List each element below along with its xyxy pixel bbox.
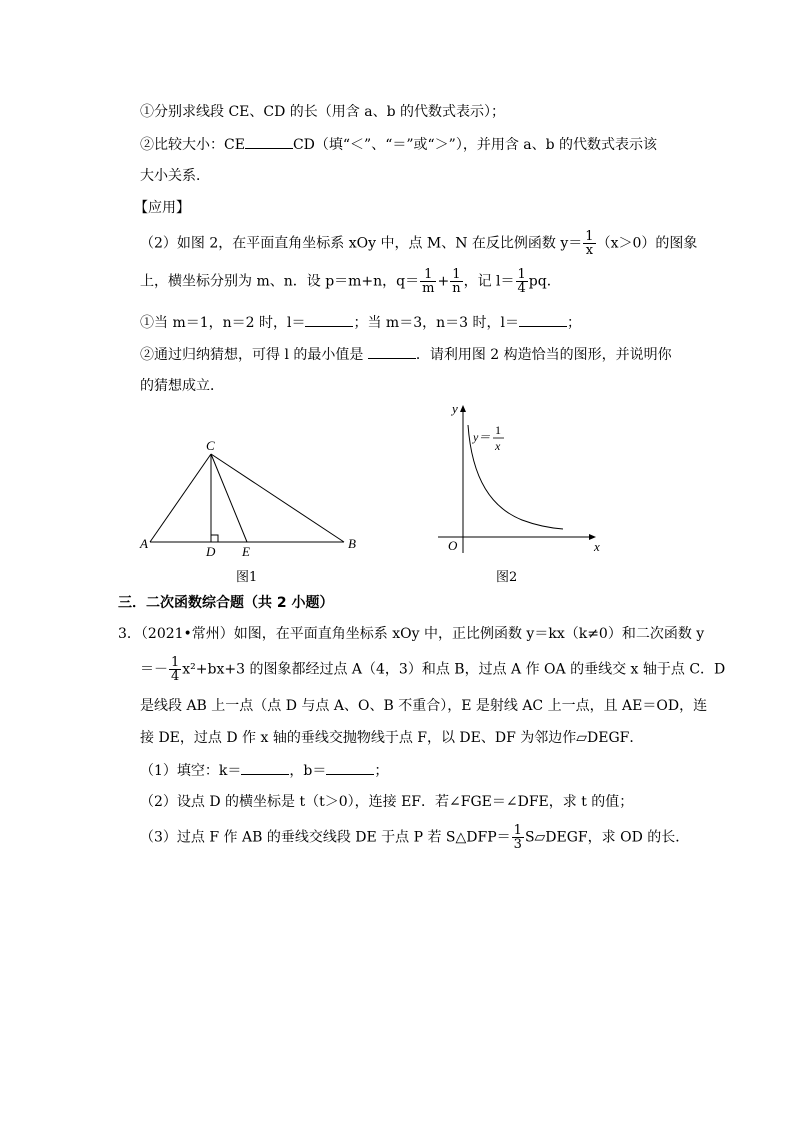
segment-ce (211, 454, 247, 542)
figure-2-graph (430, 395, 610, 560)
text: x²+bx+3 的图象都经过点 A（4，3）和点 B，过点 A 作 OA 的垂线交 x 轴于点 C．D (182, 661, 726, 678)
text: ①当 m＝1，n＝2 时，l＝ (140, 315, 306, 331)
numerator: 1 (517, 267, 526, 282)
question-part-1: ①分别求线段 CE、CD 的长（用含 a、b 的代数式表示）； (140, 104, 505, 120)
segment-cb (211, 454, 344, 542)
text: ；当 m＝3，n＝3 时，l＝ (353, 315, 519, 331)
fraction (512, 824, 524, 851)
answer-blank (245, 134, 293, 149)
label-e: E (242, 544, 250, 559)
question-part-2-cont: 大小关系． (140, 168, 210, 184)
figure-2-caption: 图2 (496, 570, 518, 585)
curve-equation-num: 1 (495, 423, 501, 437)
curve-equation-den: x (495, 439, 501, 453)
figure-1-caption: 图1 (236, 570, 258, 585)
numerator: 1 (450, 268, 462, 282)
answer-blank (241, 760, 289, 775)
question-part-2 (140, 134, 657, 155)
text: （3）过点 F 作 AB 的垂线交线段 DE 于点 P 若 S△DFP＝ (140, 829, 511, 846)
subquestion-2: （2）设点 D 的横坐标是 t（t＞0），连接 EF．若∠FGE＝∠DFE，求 t 的值； (140, 794, 634, 810)
text: S▱DEGF，求 OD 的长． (524, 829, 690, 846)
text: ②通过归纳猜想，可得 l 的最小值是 (140, 347, 368, 363)
curve-equation-left: y＝ (473, 430, 491, 444)
problem-3-line-4: 接 DE，过点 D 作 x 轴的垂线交抛物线于点 F，以 DE、DF 为邻边作▱DEGF． (140, 730, 644, 746)
text: ，记 l＝ (463, 273, 515, 290)
figure-1-triangle (130, 430, 370, 560)
text: ，b＝ (289, 763, 327, 779)
denominator: n (452, 281, 461, 296)
fraction (450, 268, 462, 295)
text: （2）如图 2，在平面直角坐标系 xOy 中，点 M、N 在反比例函数 y＝ (140, 235, 583, 252)
text: ②比较大小：CE (140, 137, 245, 153)
problem-3-line-1: 3．（2021•常州）如图，在平面直角坐标系 xOy 中，正比例函数 y＝kx（k≠0）和二次函数 y (118, 626, 705, 642)
segment-ac (150, 454, 211, 542)
denominator: 4 (171, 669, 180, 684)
fraction (583, 230, 595, 257)
right-angle-mark (211, 535, 218, 542)
fraction (516, 268, 528, 295)
apply-line-5: 的猜想成立． (140, 378, 224, 394)
label-x-axis: x (594, 539, 600, 554)
answer-blank (305, 312, 353, 327)
text: ＝－ (140, 661, 168, 678)
text: ； (374, 763, 389, 779)
numerator: 1 (585, 229, 594, 244)
label-origin: O (448, 538, 458, 553)
subquestion-3 (140, 824, 689, 851)
text: （x＞0）的图象 (596, 235, 698, 252)
label-a: A (140, 536, 148, 551)
apply-line-3 (140, 312, 581, 333)
problem-3-line-2 (140, 656, 725, 683)
numerator: 1 (171, 655, 180, 670)
section-heading: 三．二次函数综合题（共 2 小题） (118, 595, 334, 611)
numerator: 1 (513, 823, 522, 838)
apply-line-2 (140, 268, 561, 295)
label-d: D (206, 544, 216, 559)
apply-line-4 (140, 344, 672, 365)
subquestion-1 (140, 760, 388, 781)
denominator: m (422, 281, 435, 296)
text: （1）填空：k＝ (140, 763, 242, 779)
denominator: 4 (517, 281, 526, 296)
fraction (169, 656, 181, 683)
text: 上，横坐标分别为 m、n．设 p＝m+n，q＝ (140, 273, 420, 290)
numerator: 1 (420, 268, 436, 282)
problem-3-line-3: 是线段 AB 上一点（点 D 与点 A、O、B 不重合），E 是射线 AC 上一点，且 AE＝OD，连 (140, 698, 708, 714)
apply-line-1 (140, 230, 697, 257)
text: ； (566, 315, 581, 331)
answer-blank (368, 344, 416, 359)
y-axis-arrow (460, 405, 466, 412)
label-y-axis: y (452, 401, 458, 416)
plus-sign: + (437, 273, 450, 290)
fraction (420, 268, 436, 295)
text: ．请利用图 2 构造恰当的图形，并说明你 (415, 347, 672, 363)
denominator: 3 (513, 837, 522, 852)
denominator: x (585, 243, 594, 258)
text: CD（填“＜”、“＝”或“＞”），并用含 a、b 的代数式表示该 (292, 137, 658, 153)
label-b: B (348, 536, 356, 551)
text: pq． (528, 273, 561, 290)
answer-blank (519, 312, 567, 327)
answer-blank (326, 760, 374, 775)
label-c: C (206, 438, 215, 453)
apply-heading: 【应用】 (134, 200, 190, 216)
